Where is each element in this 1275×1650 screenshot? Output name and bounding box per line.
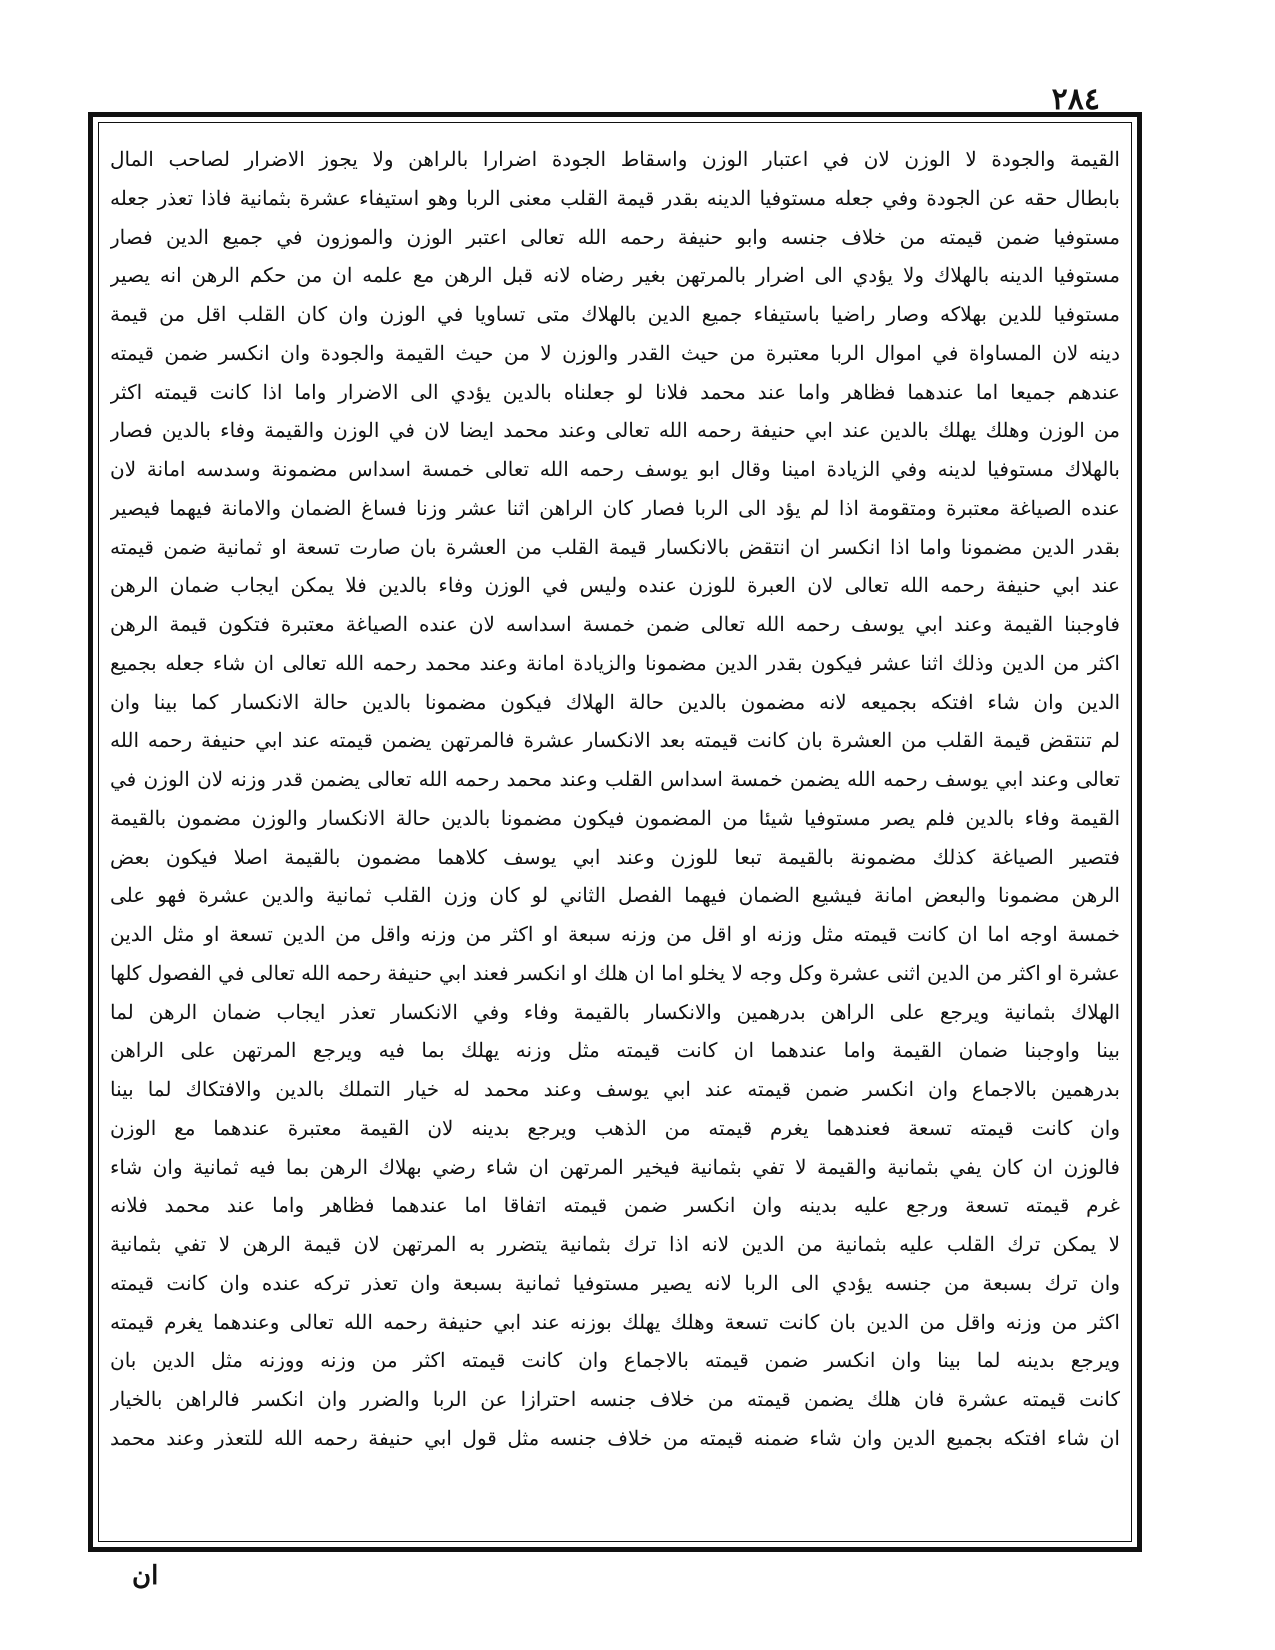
text-line: بالهلاك مستوفيا لدينه وفي الزيادة امينا وقال ابو يوسف رحمه الله تعالى خمسة اسداس مضمونة وسدسه امانة لان bbox=[110, 457, 1120, 481]
text-line: الدين وان شاء افتكه بجميعه لانه مضمون بالدين حالة الهلاك فيكون مضمونا بالدين حالة الانكسار كما بينا وان bbox=[110, 689, 1120, 714]
text-line: اكثر من الدين وذلك اثنا عشر فيكون بقدر الدين مضمونا والزيادة امانة وعند محمد رحمه الله تعالى ان شاء جعله بجميع bbox=[110, 650, 1120, 675]
text-line: لا يمكن ترك القلب عليه بثمانية من الدين لانه اذا ترك بثمانية يتضرر به المرتهن لان قيمة الرهن لا تفي بثمانية bbox=[110, 1232, 1120, 1256]
text-line: وان ترك بسبعة من جنسه يؤدي الى الربا لانه يصير مستوفيا ثمانية بسبعة وان تعذر تركه عنده وان كانت قيمته bbox=[110, 1270, 1120, 1295]
text-line: غرم قيمته تسعة ورجع عليه بدينه وان انكسر ضمن قيمته اتفاقا اما عندهما فظاهر واما عند محمد فلانه bbox=[110, 1193, 1120, 1218]
text-line: من الوزن وهلك يهلك بالدين عند ابي حنيفة رحمه الله تعالى وعند محمد ايضا لان في الوزن والقيمة وفاء بالدين فصار bbox=[110, 418, 1120, 443]
text-line: دينه لان المساواة في اموال الربا معتبرة من حيث القدر والوزن لا من حيث القيمة والجودة وان انكسر ضمن قيمته bbox=[110, 340, 1120, 365]
text-line: القيمة والجودة لا الوزن لان في اعتبار الوزن واسقاط الجودة اضرارا بالراهن ولا يجوز الاضرار لصاحب المال bbox=[110, 147, 1120, 171]
text-line: عند ابي حنيفة رحمه الله تعالى لان العبرة للوزن عنده وليس في الوزن وفاء بالدين فلا يمكن ايجاب ضمان الرهن bbox=[110, 573, 1120, 598]
text-line: مستوفيا ضمن قيمته من خلاف جنسه وابو حنيفة رحمه الله تعالى اعتبر الوزن والموزون في جميع الدين فصار bbox=[110, 224, 1120, 249]
text-line: القيمة وفاء بالدين فلم يصر مستوفيا شيئا من المضمون فيكون مضمونا بالدين حالة الانكسار والوزن مضمون بالقيمة bbox=[110, 805, 1120, 830]
text-line: مستوفيا الدينه بالهلاك ولا يؤدي الى اضرار بالمرتهن بغير رضاه لانه قبل الرهن مع علمه ان من حكم الرهن انه يصير bbox=[110, 263, 1120, 288]
text-line: لم تنتقض قيمة القلب من العشرة بان كانت قيمته بعد الانكسار عشرة فالمرتهن يضمن قيمته عند ابي حنيفة رحمه الله bbox=[110, 728, 1120, 753]
text-line: الهلاك بثمانية ويرجع على الراهن بدرهمين والانكسار بالقيمة وفاء وفي الانكسار تعذر ايجاب ضمان الرهن لما bbox=[110, 999, 1120, 1024]
text-line: وان كانت قيمته تسعة فعندهما يغرم قيمته من الذهب ويرجع بدينه لان القيمة معتبرة عندهما مع الوزن bbox=[110, 1115, 1120, 1140]
text-body bbox=[110, 140, 1120, 1535]
page-number: ٢٨٤ bbox=[1051, 82, 1100, 117]
text-line: فاوجبنا القيمة وعند ابي يوسف رحمه الله تعالى ضمن خمسة اسداسه لان عنده الصياغة معتبرة فتكون قيمة الرهن bbox=[110, 612, 1120, 636]
text-line: تعالى وعند ابي يوسف رحمه الله يضمن خمسة اسداس القلب وعند محمد رحمه الله تعالى يضمن قدر وزنه لان الوزن في bbox=[110, 767, 1120, 791]
text-line: ان شاء افتكه بجميع الدين وان شاء ضمنه قيمته من خلاف جنسه مثل قول ابي حنيفة رحمه الله للتعذر وعند محمد bbox=[110, 1425, 1120, 1450]
text-line: عندهم جميعا اما عندهما فظاهر واما عند محمد فلانا لو جعلناه بالدين يؤدي الى الاضرار واما اذا كانت قيمته اكثر bbox=[110, 379, 1120, 404]
text-line: عشرة او اكثر من الدين اثنى عشرة وكل وجه لا يخلو اما ان هلك او انكسر فعند ابي حنيفة رحمه الله تعالى في الفصول كلها bbox=[110, 960, 1120, 985]
text-line: اكثر من وزنه واقل من الدين بان كانت تسعة وهلك يهلك بوزنه عند ابي حنيفة رحمه الله تعالى وعندهما يغرم قيمته bbox=[110, 1309, 1120, 1334]
text-line: بدرهمين بالاجماع وان انكسر ضمن قيمته عند ابي يوسف وعند محمد له خيار التملك بالدين والافتكاك لما بينا bbox=[110, 1077, 1120, 1101]
text-line: بينا واوجبنا ضمان القيمة واما عندهما ان كانت قيمته مثل وزنه يهلك بما فيه ويرجع المرتهن على الراهن bbox=[110, 1038, 1120, 1063]
text-line: عنده الصياغة معتبرة ومتقومة اذا لم يؤد الى الربا فصار كان الراهن اثنا عشر وزنا فساغ الضمان والامانة فيهما فيصير bbox=[110, 495, 1120, 520]
catchword: ان bbox=[132, 1561, 159, 1591]
text-line: خمسة اوجه اما ان كانت قيمته مثل وزنه او اقل من وزنه سبعة او اكثر من وزنه واقل من الدين تسعة او مثل الدين bbox=[110, 922, 1120, 946]
text-line: فتصير الصياغة كذلك مضمونة بالقيمة تبعا للوزن وعند ابي يوسف كلاهما مضمون بالقيمة اصلا فيكون بعض bbox=[110, 844, 1120, 869]
text-line: الرهن مضمونا والبعض امانة فيشيع الضمان فيهما الفصل الثاني لو كان وزن القلب ثمانية والدين عشرة فهو على bbox=[110, 883, 1120, 908]
text-line: بقدر الدين مضمونا واما اذا انكسر ان انتقض بالانكسار قيمة القلب من العشرة بان صارت تسعة او ثمانية ضمن قيمته bbox=[110, 534, 1120, 559]
text-line: فالوزن ان كان يفي بثمانية والقيمة لا تفي بثمانية فيخير المرتهن ان شاء رضي بهلاك الرهن بما فيه ثمانية وان شاء bbox=[110, 1154, 1120, 1179]
text-line: مستوفيا للدين بهلاكه وصار راضيا باستيفاء جميع الدين بالهلاك متى تساويا في الوزن وان كان القلب اقل من قيمة bbox=[110, 302, 1120, 326]
text-line: بابطال حقه عن الجودة وفي جعله مستوفيا الدينه بقدر قيمة القلب معنى الربا وهو استيفاء عشرة بثمانية فاذا تعذر جعله bbox=[110, 185, 1120, 210]
text-line: كانت قيمته عشرة فان هلك يضمن قيمته من خلاف جنسه احترازا عن الربا والضرر وان انكسر فالراهن بالخيار bbox=[110, 1387, 1120, 1411]
text-line: ويرجع بدينه لما بينا وان انكسر ضمن قيمته بالاجماع وان كانت قيمته اكثر من وزنه ووزنه مثل الدين بان bbox=[110, 1348, 1120, 1373]
